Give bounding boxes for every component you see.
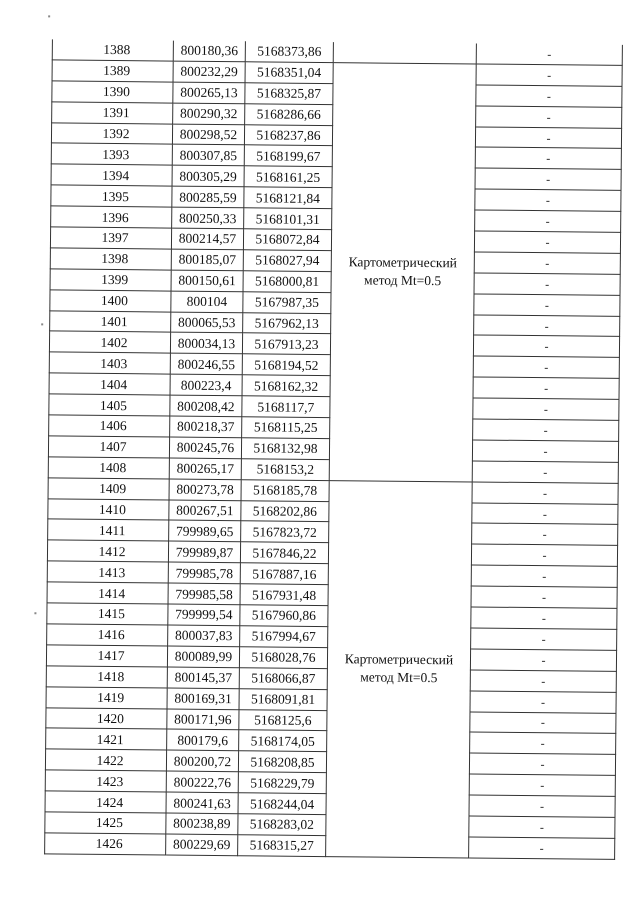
- y-coordinate-cell: 5167913,23: [242, 333, 330, 355]
- value-cell: -: [474, 294, 620, 316]
- value-cell: -: [471, 607, 617, 629]
- x-coordinate-cell: 800265,13: [173, 82, 245, 104]
- point-number-cell: 1421: [46, 728, 167, 750]
- x-coordinate-cell: 800034,13: [170, 333, 242, 355]
- value-cell: -: [476, 85, 622, 107]
- point-number-cell: 1399: [50, 269, 171, 291]
- x-coordinate-cell: 800214,57: [171, 228, 243, 250]
- value-cell: -: [476, 106, 622, 128]
- x-coordinate-cell: 800250,33: [172, 207, 244, 229]
- method-cell: [329, 62, 476, 481]
- y-coordinate-cell: 5168066,87: [239, 667, 327, 689]
- point-number-cell: 1400: [50, 290, 171, 312]
- point-number-cell: 1411: [48, 519, 169, 541]
- point-number-cell: 1422: [45, 749, 166, 771]
- value-cell: -: [469, 753, 615, 775]
- value-cell: -: [473, 356, 619, 378]
- x-coordinate-cell: 800200,72: [166, 750, 238, 772]
- y-coordinate-cell: 5168000,81: [243, 271, 331, 293]
- x-coordinate-cell: 800171,96: [167, 709, 239, 731]
- value-cell: -: [469, 774, 615, 796]
- point-number-cell: 1403: [49, 352, 170, 374]
- x-coordinate-cell: 800305,29: [172, 165, 244, 187]
- y-coordinate-cell: 5168351,04: [245, 62, 333, 84]
- x-coordinate-cell: 800245,76: [169, 437, 241, 459]
- x-coordinate-cell: 800208,42: [170, 395, 242, 417]
- y-coordinate-cell: 5167994,67: [240, 626, 328, 648]
- value-cell: -: [470, 649, 616, 671]
- y-coordinate-cell: 5167987,35: [243, 291, 331, 313]
- y-coordinate-cell: 5168115,25: [242, 417, 330, 439]
- value-cell: -: [476, 43, 622, 65]
- value-cell: -: [475, 127, 621, 149]
- x-coordinate-cell: 800179,6: [167, 729, 239, 751]
- value-cell: -: [471, 565, 617, 587]
- x-coordinate-cell: 800222,76: [166, 771, 238, 793]
- y-coordinate-cell: 5168174,05: [239, 730, 327, 752]
- value-cell: -: [473, 398, 619, 420]
- value-cell: -: [470, 732, 616, 754]
- value-cell: -: [469, 837, 615, 859]
- point-number-cell: 1401: [50, 310, 171, 332]
- method-cell: [326, 480, 473, 857]
- value-cell: -: [469, 816, 615, 838]
- y-coordinate-cell: 5168185,78: [241, 479, 329, 501]
- y-coordinate-cell: 5168121,84: [244, 187, 332, 209]
- method-label-line2: метод Mt=0.5: [363, 272, 442, 289]
- point-number-cell: 1398: [50, 248, 171, 270]
- value-cell: -: [473, 377, 619, 399]
- point-number-cell: 1419: [46, 686, 167, 708]
- value-cell: -: [470, 691, 616, 713]
- x-coordinate-cell: 800169,31: [167, 688, 239, 710]
- y-coordinate-cell: 5167823,72: [241, 521, 329, 543]
- x-coordinate-cell: 799985,78: [168, 562, 240, 584]
- x-coordinate-cell: 800238,89: [166, 813, 238, 835]
- value-cell: -: [475, 210, 621, 232]
- y-coordinate-cell: 5168161,25: [244, 166, 332, 188]
- y-coordinate-cell: 5168286,66: [245, 103, 333, 125]
- point-number-cell: 1420: [46, 707, 167, 729]
- value-cell: -: [474, 273, 620, 295]
- point-number-cell: 1391: [52, 102, 173, 124]
- value-cell: -: [471, 628, 617, 650]
- point-number-cell: 1412: [47, 540, 168, 562]
- value-cell: -: [474, 231, 620, 253]
- value-cell: -: [474, 252, 620, 274]
- point-number-cell: 1392: [51, 122, 172, 144]
- value-cell: -: [476, 64, 622, 86]
- point-number-cell: 1407: [48, 436, 169, 458]
- point-number-cell: 1396: [51, 206, 172, 228]
- y-coordinate-cell: 5168027,94: [243, 250, 331, 272]
- y-coordinate-cell: 5168208,85: [238, 751, 326, 773]
- method-cell: [333, 42, 476, 64]
- x-coordinate-cell: 800285,59: [172, 186, 244, 208]
- y-coordinate-cell: 5168244,04: [238, 793, 326, 815]
- y-coordinate-cell: 5168153,2: [241, 459, 329, 481]
- y-coordinate-cell: 5168325,87: [245, 83, 333, 105]
- value-cell: -: [475, 189, 621, 211]
- x-coordinate-cell: 800246,55: [170, 353, 242, 375]
- y-coordinate-cell: 5168101,31: [244, 208, 332, 230]
- value-cell: -: [471, 586, 617, 608]
- value-cell: -: [470, 711, 616, 733]
- x-coordinate-cell: 799985,58: [168, 583, 240, 605]
- method-label-line1: Картометрический: [344, 651, 454, 668]
- x-coordinate-cell: 800180,36: [173, 41, 245, 62]
- point-number-cell: 1425: [45, 812, 166, 834]
- point-number-cell: 1394: [51, 164, 172, 186]
- coordinates-table-body: [45, 39, 623, 859]
- y-coordinate-cell: 5168373,86: [245, 41, 333, 62]
- point-number-cell: 1404: [49, 373, 170, 395]
- y-coordinate-cell: 5168091,81: [239, 688, 327, 710]
- x-coordinate-cell: 800145,37: [167, 667, 239, 689]
- coordinates-table: [44, 39, 623, 859]
- scan-speck: [48, 15, 50, 17]
- y-coordinate-cell: 5168229,79: [238, 772, 326, 794]
- y-coordinate-cell: 5168117,7: [242, 396, 330, 418]
- value-cell: -: [472, 440, 618, 462]
- y-coordinate-cell: 5168125,6: [239, 709, 327, 731]
- x-coordinate-cell: 800185,07: [171, 249, 243, 271]
- value-cell: -: [472, 503, 618, 525]
- value-cell: -: [474, 315, 620, 337]
- x-coordinate-cell: 800232,29: [173, 61, 245, 83]
- x-coordinate-cell: 800267,51: [169, 500, 241, 522]
- point-number-cell: 1402: [49, 331, 170, 353]
- x-coordinate-cell: 799989,65: [169, 521, 241, 543]
- value-cell: -: [472, 482, 618, 504]
- value-cell: -: [469, 795, 615, 817]
- x-coordinate-cell: 799999,54: [168, 604, 240, 626]
- point-number-cell: 1405: [49, 394, 170, 416]
- point-number-cell: 1395: [51, 185, 172, 207]
- x-coordinate-cell: 800223,4: [170, 374, 242, 396]
- y-coordinate-cell: 5168237,86: [244, 124, 332, 146]
- x-coordinate-cell: 800065,53: [171, 312, 243, 334]
- point-number-cell: 1418: [46, 666, 167, 688]
- y-coordinate-cell: 5167960,86: [240, 605, 328, 627]
- y-coordinate-cell: 5168028,76: [239, 647, 327, 669]
- y-coordinate-cell: 5168199,67: [244, 145, 332, 167]
- point-number-cell: 1415: [47, 603, 168, 625]
- value-cell: -: [475, 147, 621, 169]
- value-cell: -: [472, 523, 618, 545]
- point-number-cell: 1389: [52, 60, 173, 82]
- value-cell: -: [470, 670, 616, 692]
- y-coordinate-cell: 5168132,98: [241, 438, 329, 460]
- y-coordinate-cell: 5167846,22: [240, 542, 328, 564]
- y-coordinate-cell: 5168202,86: [241, 500, 329, 522]
- point-number-cell: 1423: [45, 770, 166, 792]
- value-cell: -: [471, 544, 617, 566]
- x-coordinate-cell: 800104: [171, 291, 243, 313]
- x-coordinate-cell: 800307,85: [172, 145, 244, 167]
- y-coordinate-cell: 5168162,32: [242, 375, 330, 397]
- point-number-cell: 1414: [47, 582, 168, 604]
- x-coordinate-cell: 800229,69: [166, 834, 238, 856]
- point-number-cell: 1416: [47, 624, 168, 646]
- scan-speck: [34, 612, 36, 614]
- point-number-cell: 1417: [46, 645, 167, 667]
- y-coordinate-cell: 5168072,84: [243, 229, 331, 251]
- y-coordinate-cell: 5167887,16: [240, 563, 328, 585]
- x-coordinate-cell: 800241,63: [166, 792, 238, 814]
- x-coordinate-cell: 800290,32: [173, 103, 245, 125]
- value-cell: -: [473, 335, 619, 357]
- x-coordinate-cell: 800089,99: [167, 646, 239, 668]
- method-label-line2: метод Mt=0.5: [360, 669, 438, 686]
- x-coordinate-cell: 799989,87: [168, 541, 240, 563]
- value-cell: -: [475, 168, 621, 190]
- x-coordinate-cell: 800273,78: [169, 479, 241, 501]
- x-coordinate-cell: 800150,61: [171, 270, 243, 292]
- point-number-cell: 1388: [52, 39, 173, 61]
- point-number-cell: 1390: [52, 81, 173, 103]
- x-coordinate-cell: 800298,52: [172, 124, 244, 146]
- y-coordinate-cell: 5167931,48: [240, 584, 328, 606]
- point-number-cell: 1410: [48, 498, 169, 520]
- point-number-cell: 1397: [50, 227, 171, 249]
- point-number-cell: 1426: [45, 833, 166, 855]
- point-number-cell: 1393: [51, 143, 172, 165]
- y-coordinate-cell: 5167962,13: [243, 312, 331, 334]
- x-coordinate-cell: 800037,83: [168, 625, 240, 647]
- value-cell: -: [473, 419, 619, 441]
- point-number-cell: 1413: [47, 561, 168, 583]
- method-label-line1: Картометрический: [348, 254, 458, 271]
- value-cell: -: [472, 461, 618, 483]
- scan-speck: [41, 323, 43, 325]
- y-coordinate-cell: 5168315,27: [238, 835, 326, 857]
- point-number-cell: 1406: [49, 415, 170, 437]
- x-coordinate-cell: 800265,17: [169, 458, 241, 480]
- point-number-cell: 1424: [45, 791, 166, 813]
- y-coordinate-cell: 5168194,52: [242, 354, 330, 376]
- x-coordinate-cell: 800218,37: [170, 416, 242, 438]
- point-number-cell: 1408: [48, 457, 169, 479]
- y-coordinate-cell: 5168283,02: [238, 814, 326, 836]
- point-number-cell: 1409: [48, 478, 169, 500]
